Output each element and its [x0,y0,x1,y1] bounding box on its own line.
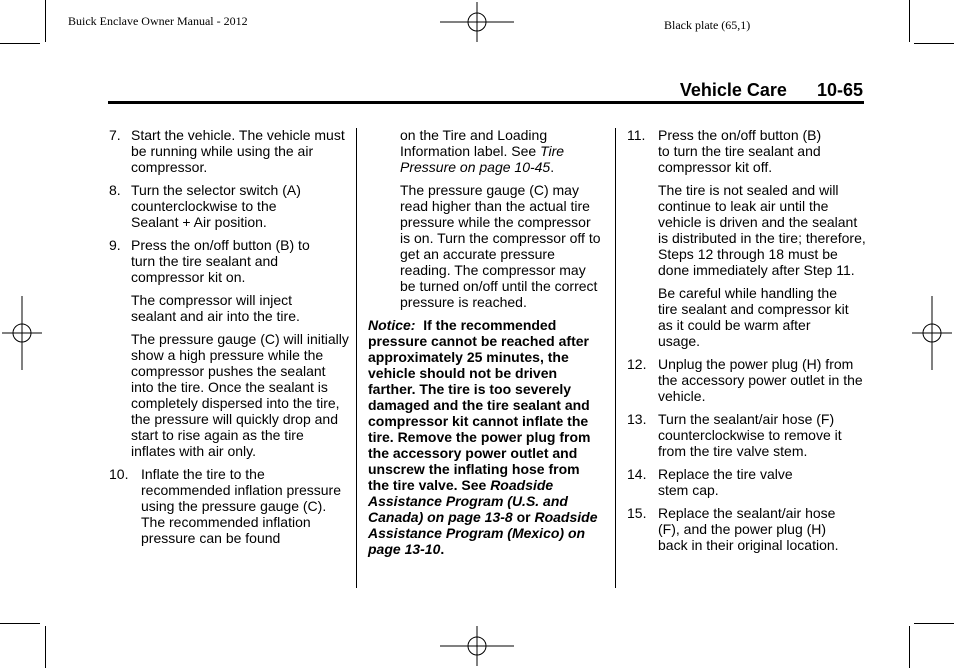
sentence-end: . [550,159,555,175]
step-number: 9. [109,237,121,253]
header-rule [108,101,864,104]
step-text: Turn the selector switch (A) counterclockwise to the Sealant + Air position. [131,182,301,230]
notice-or: or [516,509,531,525]
crop-mark [914,43,954,44]
step-15 [627,505,867,553]
crop-mark [909,0,910,42]
step-number: 13. [627,411,647,427]
crop-mark [0,623,40,624]
step-11-caution: Be careful while handling the tire sealant and compressor kit as it could be warm after usage. [658,285,849,349]
step-9-gauge-note: The pressure gauge (C) will initially show a high pressure while the compressor pushes the sealant into the tire. Once the sealant is completely dispersed into the tire, the pressure will quickly drop and start to rise again as the tire inflates with air only. [131,331,349,459]
step-text: Press the on/off button (B) to turn the tire sealant and compressor kit off. [658,127,822,175]
pressure-gauge-note: The pressure gauge (C) may read higher than the actual tire pressure while the compressor is on. Turn the compressor off to get an accurate pressure reading. The compressor may be turned on/off until the correct pressure is reached. [400,182,601,310]
step-8 [109,182,349,230]
notice-label: Notice: [368,317,416,333]
step-text: Replace the tire valve stem cap. [658,466,793,498]
continued-text: on the Tire and Loading Information label. See [400,127,548,159]
step-number: 12. [627,356,647,372]
registration-mark-icon [440,626,514,666]
crop-mark [45,0,46,42]
step-text: Turn the sealant/air hose (F) counterclockwise to remove it from the tire valve stem. [658,411,842,459]
step-text: Unplug the power plug (H) from the accessory power outlet in the vehicle. [658,356,863,404]
crop-mark [914,623,954,624]
step-text: Press the on/off button (B) to turn the tire sealant and compressor kit on. [131,237,310,285]
step-7 [109,127,349,175]
crop-mark [45,626,46,668]
step-number: 14. [627,466,647,482]
registration-mark-icon [2,296,42,370]
step-text: Replace the sealant/air hose (F), and the power plug (H) back in their original location. [658,505,839,553]
column-3 [627,127,867,560]
notice-text: If the recommended pressure cannot be reached after approximately 25 minutes, the vehicle should not be driven farther. The tire is too severely damaged and the tire sealant and compressor kit cannot inflate the tire. Remove the power plug from the accessory power outlet and unscrew the inflating hose from the tire valve. See [368,317,591,493]
crop-mark [0,43,40,44]
step-number: 15. [627,505,647,521]
step-number: 7. [109,127,121,143]
step-13 [627,411,867,459]
step-text: Start the vehicle. The vehicle must be running while using the air compressor. [131,127,345,175]
section-header [680,80,863,101]
notice-block [368,317,602,557]
tire-pressure-reference[interactable]: Tire Pressure on page 10-45 [400,143,565,175]
step-10 [109,466,349,546]
roadside-us-canada-reference[interactable]: Roadside Assistance Program (U.S. and Canada) on page 13-8 [368,477,568,525]
registration-mark-icon [440,2,514,42]
step-9-note: The compressor will inject sealant and air into the tire. [131,292,300,324]
roadside-mexico-reference[interactable]: Roadside Assistance Program (Mexico) on page 13-10 [368,509,598,557]
section-title: Vehicle Care [679,80,787,100]
step-11 [627,127,867,175]
step-text: Inflate the tire to the recommended inflation pressure using the pressure gauge (C). The recommended inflation pressure can be found [141,466,341,546]
step-10-continued [400,127,602,175]
step-11-warning: The tire is not sealed and will continue to leak air until the vehicle is driven and the sealant is distributed in the tire; therefore, Steps 12 through 18 must be done immediately after Step 11. [658,182,866,278]
column-divider [615,128,616,588]
registration-mark-icon [912,296,952,370]
step-14 [627,466,867,498]
step-number: 10. [109,466,129,482]
plate-label: Black plate (65,1) [664,18,751,32]
page-number: 10-65 [816,80,863,100]
notice-end: . [440,541,445,557]
crop-mark [909,626,910,668]
column-2 [368,127,602,564]
manual-title: Buick Enclave Owner Manual - 2012 [68,14,248,28]
step-12 [627,356,867,404]
column-1 [109,127,349,553]
step-number: 11. [627,127,646,143]
step-number: 8. [109,182,121,198]
step-9 [109,237,349,285]
column-divider [356,128,357,588]
